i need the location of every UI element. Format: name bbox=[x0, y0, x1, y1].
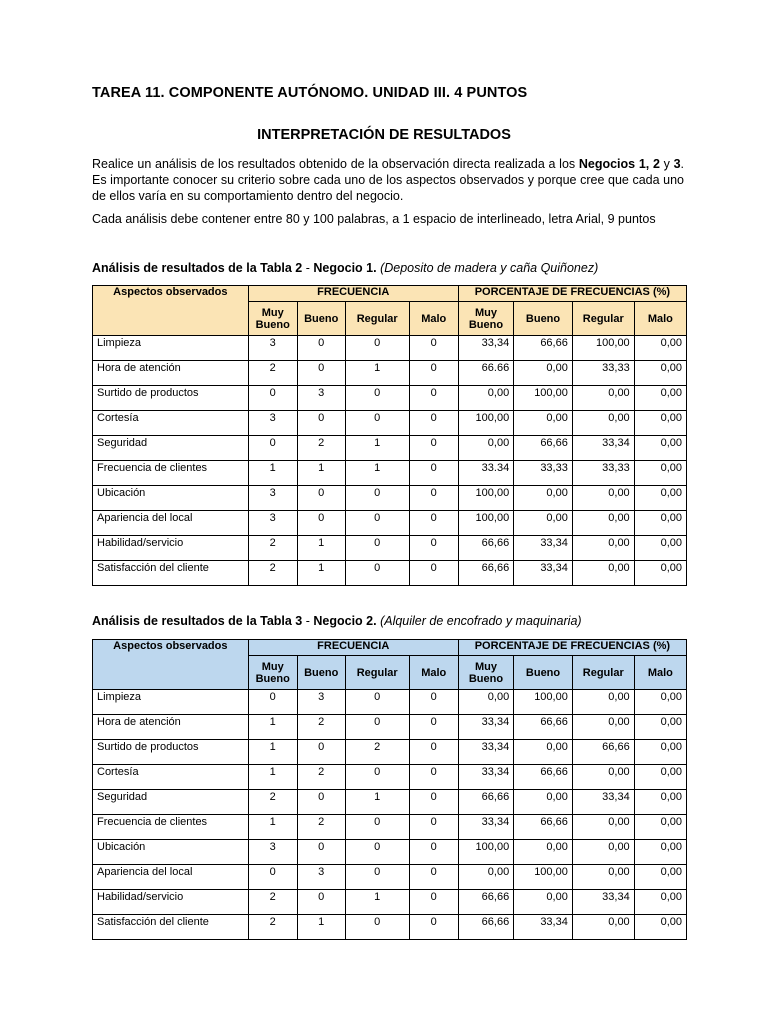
aspect-cell: Ubicación bbox=[93, 840, 249, 865]
frequency-cell: 1 bbox=[345, 361, 409, 386]
frequency-cell: 0 bbox=[409, 336, 458, 361]
instructions-bold-three: 3 bbox=[673, 157, 681, 171]
header-aspects: Aspectos observados bbox=[93, 286, 249, 336]
percentage-cell: 0,00 bbox=[514, 790, 573, 815]
percentage-cell: 0,00 bbox=[572, 765, 634, 790]
header-bueno: Bueno bbox=[297, 302, 345, 336]
header-regular: Regular bbox=[572, 302, 634, 336]
aspect-cell: Habilidad/servicio bbox=[93, 536, 249, 561]
frequency-cell: 0 bbox=[345, 411, 409, 436]
table-row bbox=[93, 715, 687, 740]
frequency-cell: 0 bbox=[345, 715, 409, 740]
percentage-cell: 0,00 bbox=[514, 740, 573, 765]
percentage-cell: 33,34 bbox=[458, 336, 513, 361]
percentage-cell: 0,00 bbox=[634, 865, 686, 890]
table1-caption-bold: Análisis de resultados de la Tabla 2 bbox=[92, 261, 303, 275]
percentage-cell: 0,00 bbox=[572, 386, 634, 411]
percentage-cell: 100,00 bbox=[514, 690, 573, 715]
header-muy-bueno bbox=[458, 656, 513, 690]
frequency-cell: 0 bbox=[409, 536, 458, 561]
frequency-cell: 3 bbox=[297, 386, 345, 411]
frequency-cell: 0 bbox=[409, 865, 458, 890]
percentage-cell: 0,00 bbox=[514, 361, 573, 386]
aspect-cell: Hora de atención bbox=[93, 715, 249, 740]
table-row bbox=[93, 411, 687, 436]
frequency-cell: 1 bbox=[297, 915, 345, 940]
frequency-cell: 3 bbox=[248, 511, 297, 536]
header-bueno: Bueno bbox=[514, 656, 573, 690]
aspect-cell: Limpieza bbox=[93, 336, 249, 361]
percentage-cell: 0,00 bbox=[634, 361, 686, 386]
percentage-cell: 0,00 bbox=[634, 511, 686, 536]
header-percentage: PORCENTAJE DE FRECUENCIAS (%) bbox=[458, 640, 686, 656]
frequency-cell: 2 bbox=[248, 361, 297, 386]
aspect-cell: Surtido de productos bbox=[93, 740, 249, 765]
frequency-cell: 0 bbox=[409, 715, 458, 740]
percentage-cell: 33,34 bbox=[514, 915, 573, 940]
header-percentage: PORCENTAJE DE FRECUENCIAS (%) bbox=[458, 286, 686, 302]
header-bueno-text: Bueno bbox=[468, 672, 504, 685]
percentage-cell: 33,33 bbox=[572, 461, 634, 486]
frequency-cell: 0 bbox=[409, 411, 458, 436]
frequency-cell: 2 bbox=[248, 561, 297, 586]
frequency-cell: 1 bbox=[345, 461, 409, 486]
frequency-cell: 0 bbox=[345, 815, 409, 840]
header-muy-bueno bbox=[458, 302, 513, 336]
percentage-cell: 0,00 bbox=[514, 890, 573, 915]
frequency-cell: 0 bbox=[409, 461, 458, 486]
frequency-cell: 0 bbox=[345, 386, 409, 411]
frequency-cell: 3 bbox=[248, 840, 297, 865]
percentage-cell: 0,00 bbox=[458, 436, 513, 461]
frequency-cell: 0 bbox=[345, 690, 409, 715]
frequency-cell: 0 bbox=[409, 361, 458, 386]
percentage-cell: 0,00 bbox=[634, 386, 686, 411]
percentage-cell: 33,33 bbox=[572, 361, 634, 386]
table-row bbox=[93, 536, 687, 561]
percentage-cell: 66,66 bbox=[514, 436, 573, 461]
header-malo: Malo bbox=[409, 302, 458, 336]
aspect-cell: Frecuencia de clientes bbox=[93, 815, 249, 840]
header-muy-bueno bbox=[248, 302, 297, 336]
frequency-cell: 0 bbox=[297, 411, 345, 436]
percentage-cell: 66,66 bbox=[514, 336, 573, 361]
frequency-cell: 2 bbox=[248, 790, 297, 815]
header-regular: Regular bbox=[572, 656, 634, 690]
aspect-cell: Seguridad bbox=[93, 790, 249, 815]
percentage-cell: 100,00 bbox=[514, 386, 573, 411]
frequency-cell: 0 bbox=[345, 486, 409, 511]
frequency-cell: 0 bbox=[409, 486, 458, 511]
aspect-cell: Cortesía bbox=[93, 765, 249, 790]
percentage-cell: 0,00 bbox=[514, 486, 573, 511]
frequency-cell: 0 bbox=[409, 436, 458, 461]
frequency-cell: 0 bbox=[297, 890, 345, 915]
percentage-cell: 0,00 bbox=[634, 740, 686, 765]
percentage-cell: 33,34 bbox=[514, 561, 573, 586]
percentage-cell: 0,00 bbox=[458, 386, 513, 411]
table-row bbox=[93, 561, 687, 586]
header-frequency: FRECUENCIA bbox=[248, 286, 458, 302]
results-table-1 bbox=[92, 285, 687, 586]
frequency-cell: 3 bbox=[248, 336, 297, 361]
percentage-cell: 0,00 bbox=[572, 411, 634, 436]
table-row bbox=[93, 461, 687, 486]
percentage-cell: 33.34 bbox=[458, 461, 513, 486]
frequency-cell: 0 bbox=[297, 486, 345, 511]
frequency-cell: 0 bbox=[297, 336, 345, 361]
instructions-paragraph bbox=[92, 156, 684, 204]
table-row bbox=[93, 511, 687, 536]
frequency-cell: 1 bbox=[248, 815, 297, 840]
header-malo: Malo bbox=[634, 302, 686, 336]
percentage-cell: 0,00 bbox=[514, 411, 573, 436]
header-muy-text: Muy bbox=[261, 660, 284, 673]
frequency-cell: 0 bbox=[345, 536, 409, 561]
frequency-cell: 1 bbox=[297, 561, 345, 586]
percentage-cell: 0,00 bbox=[634, 890, 686, 915]
frequency-cell: 3 bbox=[248, 411, 297, 436]
percentage-cell: 66,66 bbox=[458, 536, 513, 561]
percentage-cell: 0,00 bbox=[634, 436, 686, 461]
table-row bbox=[93, 815, 687, 840]
percentage-cell: 0,00 bbox=[458, 865, 513, 890]
aspect-cell: Satisfacción del cliente bbox=[93, 561, 249, 586]
percentage-cell: 0,00 bbox=[634, 411, 686, 436]
header-muy-text: Muy bbox=[261, 306, 284, 319]
section-title: INTERPRETACIÓN DE RESULTADOS bbox=[257, 127, 511, 143]
table-row bbox=[93, 840, 687, 865]
percentage-cell: 33,34 bbox=[572, 890, 634, 915]
percentage-cell: 66,66 bbox=[514, 765, 573, 790]
frequency-cell: 0 bbox=[345, 511, 409, 536]
aspect-cell: Satisfacción del cliente bbox=[93, 915, 249, 940]
frequency-cell: 0 bbox=[297, 740, 345, 765]
percentage-cell: 0,00 bbox=[634, 815, 686, 840]
percentage-cell: 0,00 bbox=[634, 840, 686, 865]
header-bueno-text: Bueno bbox=[468, 318, 504, 331]
frequency-cell: 0 bbox=[297, 511, 345, 536]
percentage-cell: 0,00 bbox=[572, 486, 634, 511]
percentage-cell: 66.66 bbox=[458, 361, 513, 386]
frequency-cell: 0 bbox=[297, 840, 345, 865]
frequency-cell: 0 bbox=[409, 815, 458, 840]
percentage-cell: 33,34 bbox=[458, 715, 513, 740]
percentage-cell: 66,66 bbox=[514, 815, 573, 840]
aspect-cell: Habilidad/servicio bbox=[93, 890, 249, 915]
frequency-cell: 2 bbox=[297, 815, 345, 840]
table-row bbox=[93, 915, 687, 940]
frequency-cell: 3 bbox=[297, 690, 345, 715]
percentage-cell: 0,00 bbox=[572, 690, 634, 715]
header-bueno: Bueno bbox=[297, 656, 345, 690]
percentage-cell: 33,33 bbox=[514, 461, 573, 486]
percentage-cell: 100,00 bbox=[458, 840, 513, 865]
frequency-cell: 1 bbox=[248, 740, 297, 765]
percentage-cell: 33,34 bbox=[514, 536, 573, 561]
percentage-cell: 0,00 bbox=[634, 790, 686, 815]
percentage-cell: 0,00 bbox=[634, 690, 686, 715]
percentage-cell: 0,00 bbox=[572, 715, 634, 740]
aspect-cell: Limpieza bbox=[93, 690, 249, 715]
frequency-cell: 0 bbox=[345, 765, 409, 790]
frequency-cell: 2 bbox=[248, 890, 297, 915]
aspect-cell: Surtido de productos bbox=[93, 386, 249, 411]
table-row bbox=[93, 890, 687, 915]
instructions-text-and: y bbox=[659, 157, 674, 171]
table-row bbox=[93, 336, 687, 361]
frequency-cell: 3 bbox=[297, 865, 345, 890]
percentage-cell: 0,00 bbox=[572, 840, 634, 865]
table1-caption-dash: - bbox=[302, 261, 314, 275]
aspect-cell: Hora de atención bbox=[93, 361, 249, 386]
format-paragraph: Cada análisis debe contener entre 80 y 100 palabras, a 1 espacio de interlineado, letra Arial, 9 puntos bbox=[92, 212, 656, 226]
frequency-cell: 2 bbox=[297, 715, 345, 740]
aspect-cell: Cortesía bbox=[93, 411, 249, 436]
frequency-cell: 2 bbox=[345, 740, 409, 765]
frequency-cell: 0 bbox=[248, 865, 297, 890]
frequency-cell: 0 bbox=[409, 511, 458, 536]
header-bueno: Bueno bbox=[514, 302, 573, 336]
frequency-cell: 1 bbox=[297, 461, 345, 486]
frequency-cell: 2 bbox=[248, 915, 297, 940]
percentage-cell: 33,34 bbox=[572, 790, 634, 815]
table2-caption-business: Negocio 2. bbox=[313, 614, 377, 628]
frequency-cell: 2 bbox=[297, 436, 345, 461]
table-row bbox=[93, 790, 687, 815]
table-row bbox=[93, 486, 687, 511]
aspect-cell: Seguridad bbox=[93, 436, 249, 461]
percentage-cell: 0,00 bbox=[634, 461, 686, 486]
results-table-2 bbox=[92, 639, 687, 940]
aspect-cell: Apariencia del local bbox=[93, 865, 249, 890]
frequency-cell: 1 bbox=[345, 790, 409, 815]
frequency-cell: 0 bbox=[409, 561, 458, 586]
instructions-text-end: . Es importante conocer su criterio sobre cada uno de los aspectos observados y porque cree que cada uno de ellos varía en su comportamiento dentro del negocio. bbox=[92, 157, 684, 203]
percentage-cell: 66,66 bbox=[458, 561, 513, 586]
frequency-cell: 0 bbox=[248, 386, 297, 411]
header-bueno-text: Bueno bbox=[255, 672, 290, 685]
percentage-cell: 0,00 bbox=[572, 561, 634, 586]
percentage-cell: 0,00 bbox=[572, 915, 634, 940]
percentage-cell: 0,00 bbox=[572, 511, 634, 536]
frequency-cell: 0 bbox=[345, 915, 409, 940]
aspect-cell: Apariencia del local bbox=[93, 511, 249, 536]
table2-caption-dash: - bbox=[302, 614, 314, 628]
frequency-cell: 0 bbox=[345, 561, 409, 586]
table2-caption-description: (Alquiler de encofrado y maquinaria) bbox=[376, 614, 582, 628]
frequency-cell: 0 bbox=[409, 690, 458, 715]
header-bueno-text: Bueno bbox=[255, 318, 290, 331]
frequency-cell: 0 bbox=[345, 865, 409, 890]
header-frequency: FRECUENCIA bbox=[248, 640, 458, 656]
header-aspects: Aspectos observados bbox=[93, 640, 249, 690]
header-regular: Regular bbox=[345, 302, 409, 336]
frequency-cell: 0 bbox=[409, 740, 458, 765]
frequency-cell: 1 bbox=[248, 765, 297, 790]
table-row bbox=[93, 690, 687, 715]
table2-caption-bold: Análisis de resultados de la Tabla 3 bbox=[92, 614, 303, 628]
frequency-cell: 1 bbox=[248, 461, 297, 486]
percentage-cell: 66,66 bbox=[572, 740, 634, 765]
percentage-cell: 0,00 bbox=[572, 865, 634, 890]
percentage-cell: 33,34 bbox=[458, 765, 513, 790]
percentage-cell: 33,34 bbox=[458, 815, 513, 840]
frequency-cell: 0 bbox=[409, 386, 458, 411]
frequency-cell: 0 bbox=[345, 840, 409, 865]
instructions-bold-businesses: Negocios 1, 2 bbox=[578, 157, 660, 171]
percentage-cell: 33,34 bbox=[572, 436, 634, 461]
frequency-cell: 1 bbox=[297, 536, 345, 561]
percentage-cell: 33,34 bbox=[458, 740, 513, 765]
percentage-cell: 100,00 bbox=[572, 336, 634, 361]
frequency-cell: 0 bbox=[248, 436, 297, 461]
percentage-cell: 66,66 bbox=[514, 715, 573, 740]
percentage-cell: 66,66 bbox=[458, 890, 513, 915]
header-muy-text: Muy bbox=[474, 306, 497, 319]
frequency-cell: 2 bbox=[297, 765, 345, 790]
percentage-cell: 100,00 bbox=[458, 411, 513, 436]
table-header-row bbox=[93, 640, 687, 656]
percentage-cell: 66,66 bbox=[458, 915, 513, 940]
frequency-cell: 1 bbox=[345, 436, 409, 461]
percentage-cell: 0,00 bbox=[634, 561, 686, 586]
instructions-text-start: Realice un análisis de los resultados obtenido de la observación directa realizada a los bbox=[92, 157, 579, 171]
table1-caption-business: Negocio 1. bbox=[313, 261, 377, 275]
percentage-cell: 66,66 bbox=[458, 790, 513, 815]
aspect-cell: Ubicación bbox=[93, 486, 249, 511]
percentage-cell: 0,00 bbox=[634, 715, 686, 740]
percentage-cell: 0,00 bbox=[514, 511, 573, 536]
frequency-cell: 0 bbox=[409, 840, 458, 865]
header-muy-text: Muy bbox=[474, 660, 497, 673]
percentage-cell: 100,00 bbox=[458, 511, 513, 536]
table1-caption bbox=[92, 261, 598, 275]
percentage-cell: 100,00 bbox=[458, 486, 513, 511]
page-title: TAREA 11. COMPONENTE AUTÓNOMO. UNIDAD III. 4 PUNTOS bbox=[92, 85, 528, 101]
percentage-cell: 0,00 bbox=[572, 815, 634, 840]
percentage-cell: 0,00 bbox=[514, 840, 573, 865]
frequency-cell: 0 bbox=[409, 765, 458, 790]
header-regular: Regular bbox=[345, 656, 409, 690]
frequency-cell: 2 bbox=[248, 536, 297, 561]
frequency-cell: 0 bbox=[345, 336, 409, 361]
table-row bbox=[93, 765, 687, 790]
frequency-cell: 0 bbox=[409, 890, 458, 915]
frequency-cell: 0 bbox=[409, 790, 458, 815]
percentage-cell: 0,00 bbox=[572, 536, 634, 561]
percentage-cell: 0,00 bbox=[634, 536, 686, 561]
percentage-cell: 100,00 bbox=[514, 865, 573, 890]
frequency-cell: 0 bbox=[248, 690, 297, 715]
table-row bbox=[93, 740, 687, 765]
table2-caption bbox=[92, 614, 582, 628]
frequency-cell: 0 bbox=[297, 790, 345, 815]
table-row bbox=[93, 361, 687, 386]
frequency-cell: 0 bbox=[409, 915, 458, 940]
percentage-cell: 0,00 bbox=[634, 915, 686, 940]
header-muy-bueno bbox=[248, 656, 297, 690]
aspect-cell: Frecuencia de clientes bbox=[93, 461, 249, 486]
percentage-cell: 0,00 bbox=[634, 336, 686, 361]
table-header-row bbox=[93, 286, 687, 302]
frequency-cell: 1 bbox=[248, 715, 297, 740]
table1-caption-description: (Deposito de madera y caña Quiñonez) bbox=[376, 261, 599, 275]
header-malo: Malo bbox=[634, 656, 686, 690]
header-malo: Malo bbox=[409, 656, 458, 690]
percentage-cell: 0,00 bbox=[634, 486, 686, 511]
percentage-cell: 0,00 bbox=[458, 690, 513, 715]
table-row bbox=[93, 436, 687, 461]
frequency-cell: 1 bbox=[345, 890, 409, 915]
table-row bbox=[93, 386, 687, 411]
frequency-cell: 0 bbox=[297, 361, 345, 386]
frequency-cell: 3 bbox=[248, 486, 297, 511]
table-row bbox=[93, 865, 687, 890]
percentage-cell: 0,00 bbox=[634, 765, 686, 790]
